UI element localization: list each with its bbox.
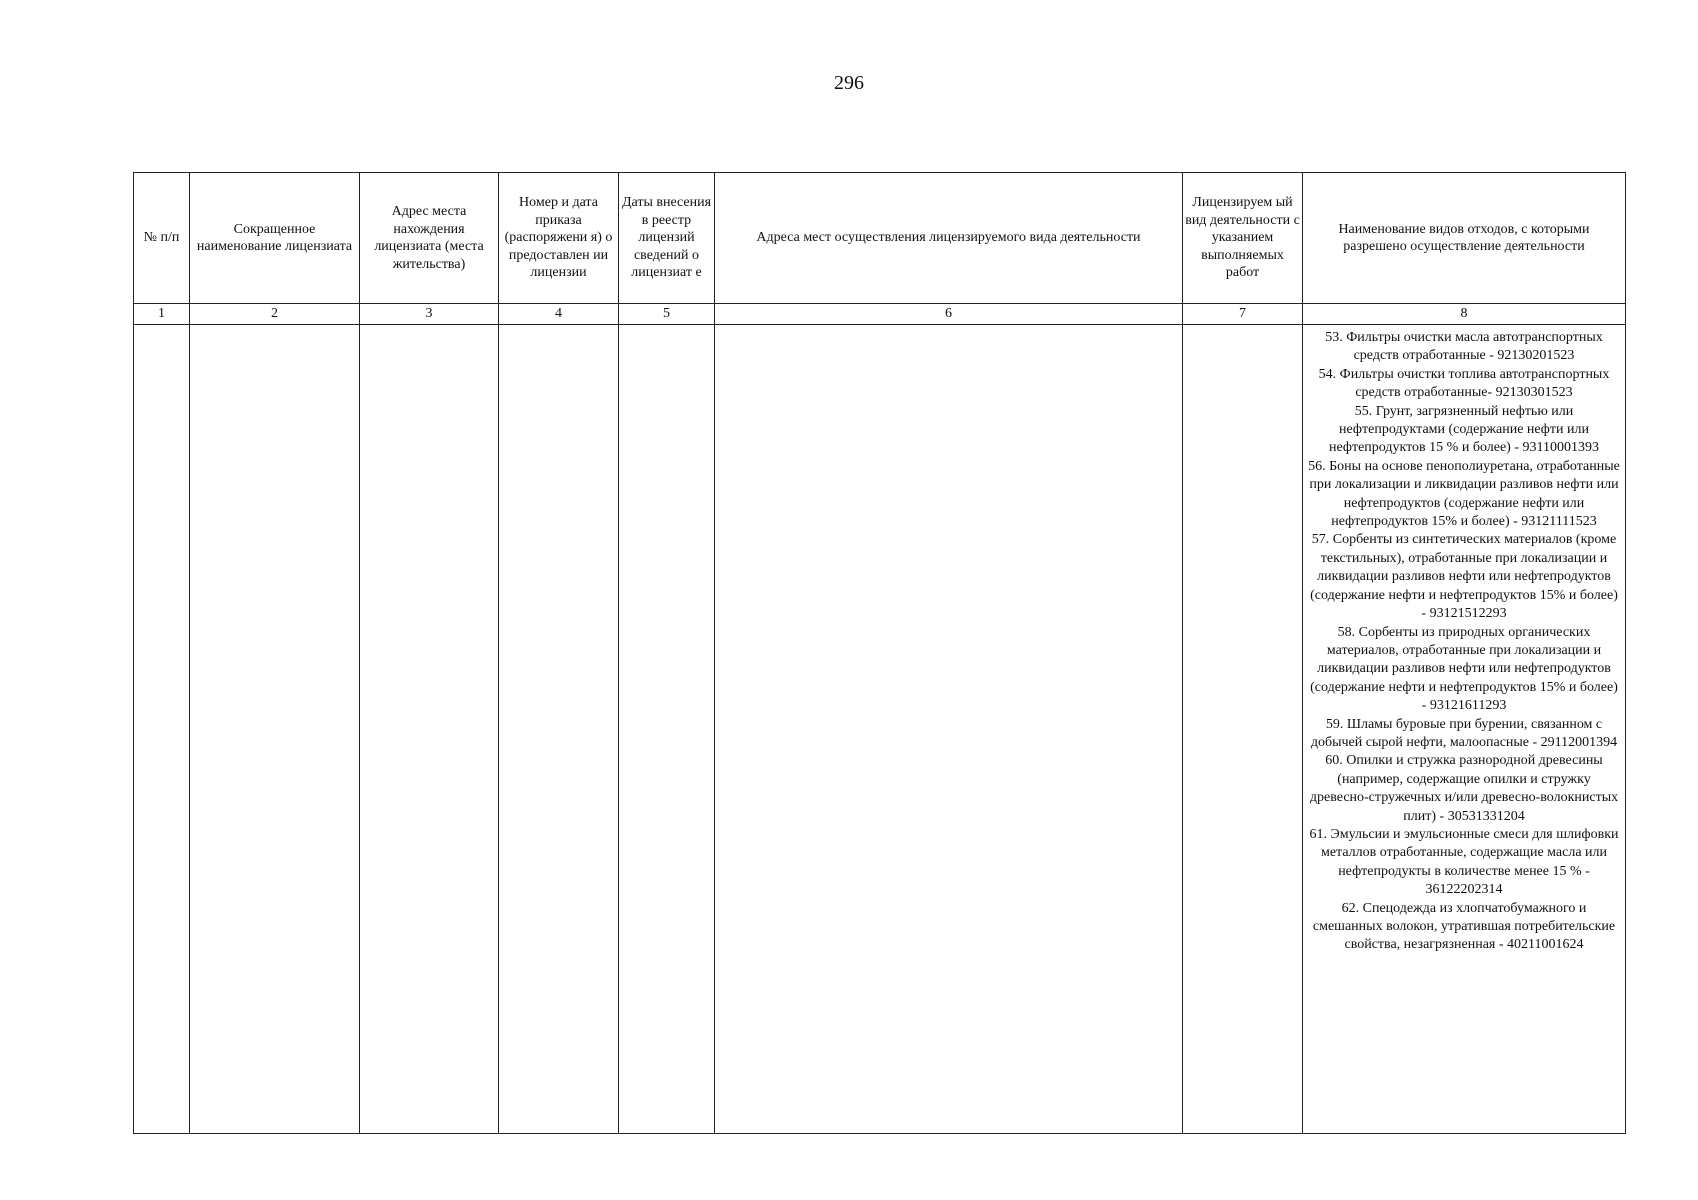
header-row [134,173,1626,304]
column-number: 5 [619,304,715,325]
column-number: 1 [134,304,190,325]
cell-order-number-date [499,325,619,1134]
waste-item: 56. Боны на основе пенополиуретана, отработанные при локализации и ликвидации разливов нефти или нефтепродуктов (содержание нефти или нефтепродуктов 15% и более) - 93121111523 [1308,458,1620,530]
header-cell-licensee-address: Адрес места нахождения лицензиата (места жительства) [360,173,499,304]
column-number-row [134,304,1626,325]
waste-item: 58. Сорбенты из природных органических материалов, отработанные при локализации и ликвидации разливов нефти или нефтепродуктов (содержание нефти и нефтепродуктов 15% и более) - 93121611293 [1310,624,1618,714]
page-number: 296 [834,72,864,94]
cell-activity-addresses [715,325,1183,1134]
license-registry-table [133,172,1626,1134]
column-number: 7 [1183,304,1303,325]
waste-item: 57. Сорбенты из синтетических материалов (кроме текстильных), отработанные при локализации и ликвидации разливов нефти или нефтепродуктов (содержание нефти и нефтепродуктов 15% и более) - 93121512293 [1310,532,1618,622]
header-cell-registry-dates: Даты внесения в реестр лицензий сведений о лицензиат е [619,173,715,304]
cell-registry-dates [619,325,715,1134]
cell-licensed-activity [1183,325,1303,1134]
header-cell-licensee-name: Сокращенное наименование лицензиата [190,173,360,304]
cell-number [134,325,190,1134]
column-number: 3 [360,304,499,325]
waste-item: 59. Шламы буровые при бурении, связанном с добычей сырой нефти, малоопасные - 29112001394 [1310,716,1618,750]
header-cell-licensed-activity: Лицензируем ый вид деятельности с указанием выполняемых работ [1183,173,1303,304]
waste-item: 54. Фильтры очистки топлива автотранспортных средств отработанные- 92130301523 [1318,366,1610,401]
waste-item: 53. Фильтры очистки масла автотранспортных средств отработанные - 92130201523 [1325,330,1603,364]
column-number: 8 [1303,304,1626,325]
column-number: 6 [715,304,1183,325]
header-cell-waste-types: Наименование видов отходов, с которыми разрешено осуществление деятельности [1303,173,1626,304]
table-row [134,325,1626,1134]
column-number: 2 [190,304,360,325]
waste-item: 55. Грунт, загрязненный нефтью или нефтепродуктами (содержание нефти или нефтепродуктов 15 % и более) - 93110001393 [1329,403,1599,456]
cell-licensee-address [360,325,499,1134]
waste-item: 60. Опилки и стружка разнородной древесины (например, содержащие опилки и стружку древесно-стружечных и/или древесно-волокнистых плит) - 30531331204 [1309,753,1619,824]
header-cell-number: № п/п [134,173,190,304]
column-number: 4 [499,304,619,325]
header-cell-order-number-date: Номер и дата приказа (распоряжени я) о предоставлен ии лицензии [499,173,619,304]
cell-licensee-name [190,325,360,1134]
waste-item: 61. Эмульсии и эмульсионные смеси для шлифовки металлов отработанные, содержащие масла или нефтепродукты в количестве менее 15 % - 36122202314 [1309,826,1619,898]
cell-waste-types [1303,325,1626,1134]
waste-item: 62. Спецодежда из хлопчатобумажного и смешанных волокон, утратившая потребительские свойства, незагрязненная - 40211001624 [1312,900,1616,953]
header-cell-activity-addresses: Адреса мест осуществления лицензируемого вида деятельности [715,173,1183,304]
